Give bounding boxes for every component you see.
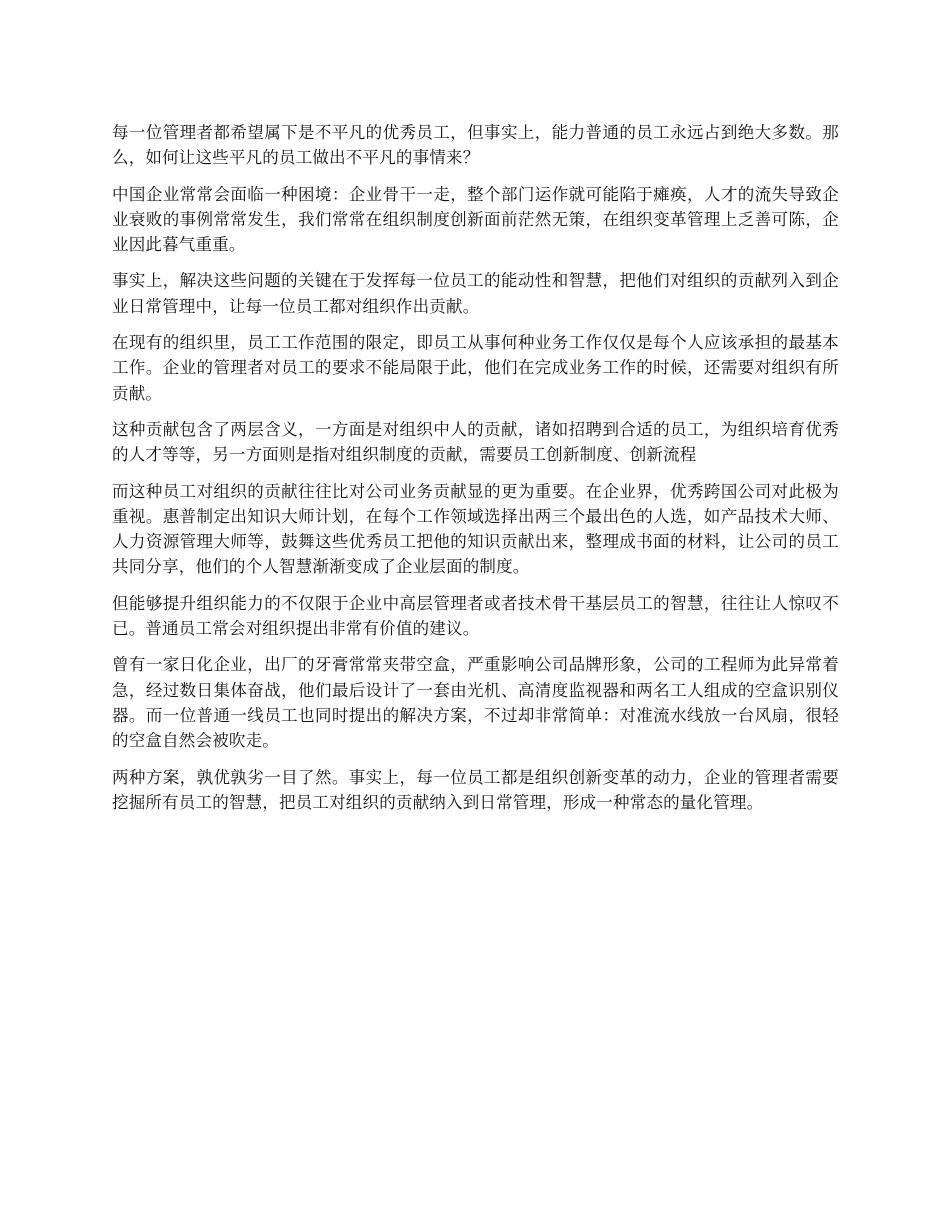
document-body	[112, 120, 839, 826]
paragraph-5: 这种贡献包含了两层含义，一方面是对组织中人的贡献，诸如招聘到合适的员工，为组织培育优秀的人才等等，另一方面则是指对组织制度的贡献，需要员工创新制度、创新流程	[112, 419, 839, 465]
paragraph-8: 曾有一家日化企业，出厂的牙膏常常夹带空盒，严重影响公司品牌形象，公司的工程师为此异常着急，经过数日集体奋战，他们最后设计了一套由光机、高清度监视器和两名工人组成的空盒识别仪器。而一位普通一线员工也同时提出的解决方案，不过却非常简单：对准流水线放一台风扇，很轻的空盒自然会被吹走。	[112, 655, 839, 751]
paragraph-3: 事实上，解决这些问题的关键在于发挥每一位员工的能动性和智慧，把他们对组织的贡献列入到企业日常管理中，让每一位员工都对组织作出贡献。	[112, 271, 839, 316]
paragraph-1: 每一位管理者都希望属下是不平凡的优秀员工，但事实上，能力普通的员工永远占到绝大多数。那么，如何让这些平凡的员工做出不平凡的事情来？	[112, 123, 839, 168]
paragraph-9: 两种方案，孰优孰劣一目了然。事实上，每一位员工都是组织创新变革的动力，企业的管理者需要挖掘所有员工的智慧，把员工对组织的贡献纳入到日常管理，形成一种常态的量化管理。	[112, 767, 839, 812]
paragraph-7: 但能够提升组织能力的不仅限于企业中高层管理者或者技术骨干基层员工的智慧，往往让人惊叹不已。普通员工常会对组织提出非常有价值的建议。	[112, 593, 839, 639]
paragraph-4: 在现有的组织里，员工工作范围的限定，即员工从事何种业务工作仅仅是每个人应该承担的最基本工作。企业的管理者对员工的要求不能局限于此，他们在完成业务工作的时候，还需要对组织有所贡献。	[112, 333, 839, 403]
paragraph-2: 中国企业常常会面临一种困境：企业骨干一走，整个部门运作就可能陷于瘫痪，人才的流失导致企业衰败的事例常常发生，我们常常在组织制度创新面前茫然无策，在组织变革管理上乏善可陈，企业因此暮气重重。	[112, 184, 839, 255]
paragraph-6: 而这种员工对组织的贡献往往比对公司业务贡献显的更为重要。在企业界，优秀跨国公司对此极为重视。惠普制定出知识大师计划，在每个工作领域选择出两三个最出色的人选，如产品技术大师、人力资源管理大师等，鼓舞这些优秀员工把他的知识贡献出来，整理成书面的材料，让公司的员工共同分享，他们的个人智慧渐渐变成了企业层面的制度。	[112, 481, 839, 577]
